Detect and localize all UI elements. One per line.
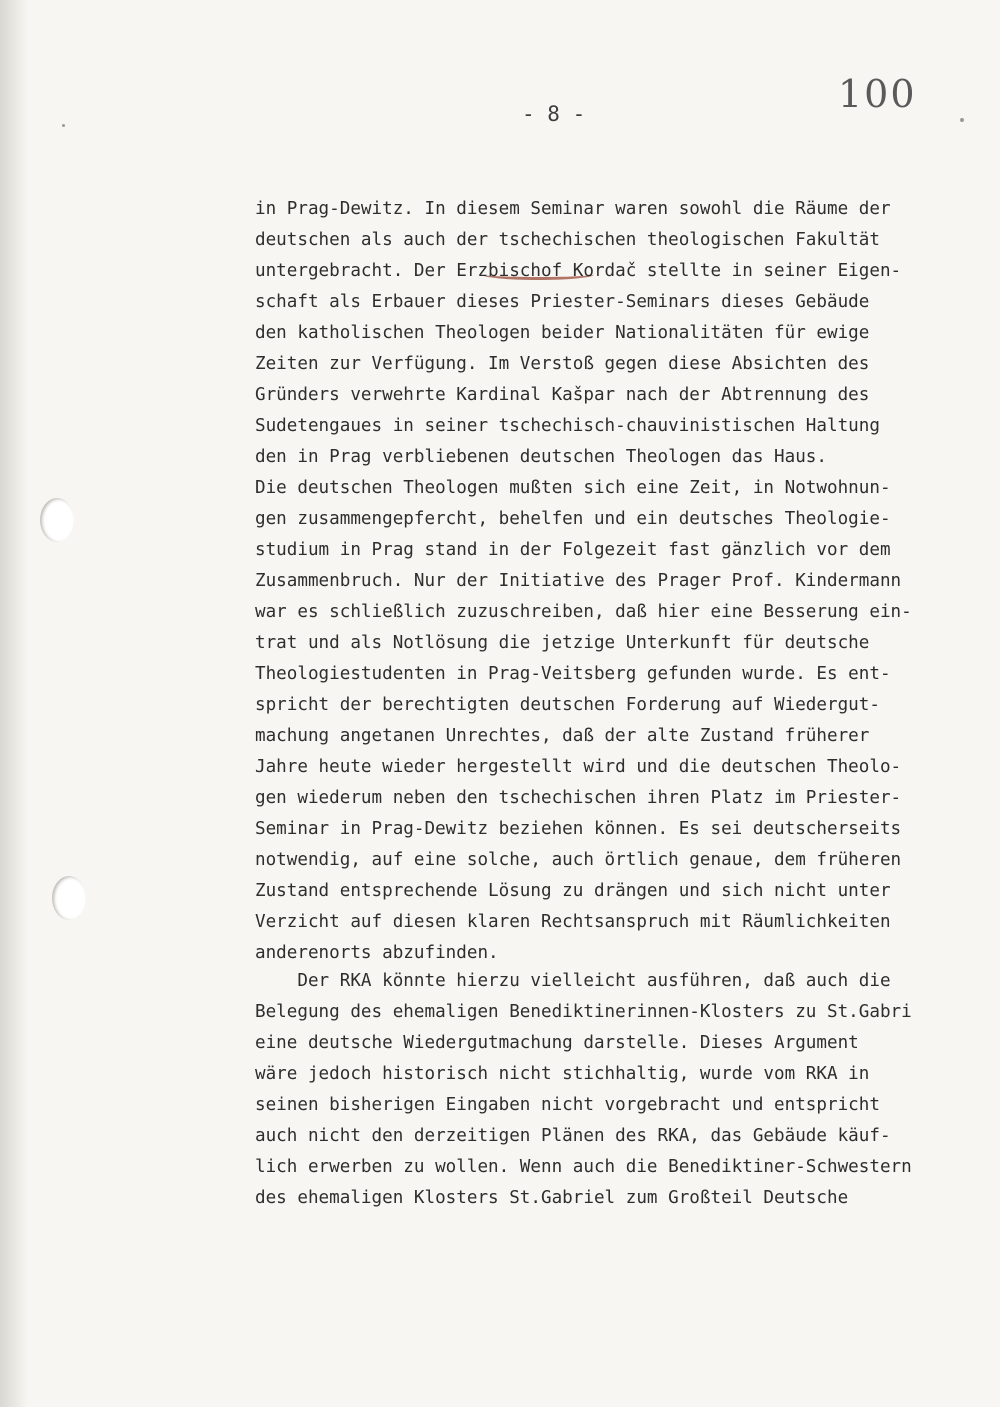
text-line: Seminar in Prag-Dewitz beziehen können. Es sei deutscherseits: [255, 819, 902, 839]
text-line: Verzicht auf diesen klaren Rechtsanspruch mit Räumlichkeiten: [255, 912, 891, 932]
text-line: seinen bisherigen Eingaben nicht vorgebracht und entspricht: [255, 1095, 880, 1115]
punch-hole: [40, 498, 74, 542]
text-line: Theologiestudenten in Prag-Veitsberg gefunden wurde. Es ent-: [255, 664, 891, 684]
text-line: machung angetanen Unrechtes, daß der alte Zustand früherer: [255, 726, 870, 746]
text-line: den in Prag verbliebenen deutschen Theologen das Haus.: [255, 447, 827, 467]
text-line: schaft als Erbauer dieses Priester-Seminars dieses Gebäude: [255, 292, 870, 312]
text-line: wäre jedoch historisch nicht stichhaltig, wurde vom RKA in: [255, 1064, 870, 1084]
text-line: notwendig, auf eine solche, auch örtlich genaue, dem früheren: [255, 850, 902, 870]
text-line: spricht der berechtigten deutschen Forderung auf Wiedergut-: [255, 695, 880, 715]
text-line: Sudetengaues in seiner tschechisch-chauvinistischen Haltung: [255, 416, 880, 436]
text-line: anderenorts abzufinden.: [255, 943, 499, 963]
page-edge-shadow: [0, 0, 28, 1407]
text-line: trat und als Notlösung die jetzige Unterkunft für deutsche: [255, 633, 870, 653]
paragraph-2: [255, 966, 995, 1214]
stamp-number: 100: [838, 72, 917, 116]
text-line: deutschen als auch der tschechischen theologischen Fakultät: [255, 230, 880, 250]
text-line: studium in Prag stand in der Folgezeit fast gänzlich vor dem: [255, 540, 891, 560]
text-line: Zeiten zur Verfügung. Im Verstoß gegen diese Absichten des: [255, 354, 870, 374]
paper-speck: [960, 118, 964, 122]
text-line: lich erwerben zu wollen. Wenn auch die Benediktiner-Schwestern: [255, 1157, 912, 1177]
text-line: Belegung des ehemaligen Benediktinerinnen-Klosters zu St.Gabri: [255, 1002, 912, 1022]
text-line: Gründers verwehrte Kardinal Kašpar nach der Abtrennung des: [255, 385, 870, 405]
paper-speck: [62, 124, 65, 127]
paragraph-1: [255, 194, 995, 969]
text-line: Die deutschen Theologen mußten sich eine Zeit, in Notwohnun-: [255, 478, 891, 498]
text-line: gen zusammengepfercht, behelfen und ein deutsches Theologie-: [255, 509, 891, 529]
text-line: Zustand entsprechende Lösung zu drängen und sich nicht unter: [255, 881, 891, 901]
text-line: gen wiederum neben den tschechischen ihren Platz im Priester-: [255, 788, 902, 808]
text-line: Jahre heute wieder hergestellt wird und die deutschen Theolo-: [255, 757, 902, 777]
text-line: in Prag-Dewitz. In diesem Seminar waren sowohl die Räume der: [255, 199, 891, 219]
text-line: des ehemaligen Klosters St.Gabriel zum Großteil Deutsche: [255, 1188, 849, 1208]
text-line: war es schließlich zuzuschreiben, daß hier eine Besserung ein-: [255, 602, 912, 622]
page-number: - 8 -: [522, 102, 586, 126]
text-line: den katholischen Theologen beider Nationalitäten für ewige: [255, 323, 870, 343]
text-line: Der RKA könnte hierzu vielleicht ausführen, daß auch die: [255, 971, 891, 991]
text-line: eine deutsche Wiedergutmachung darstelle. Dieses Argument: [255, 1033, 859, 1053]
text-line: auch nicht den derzeitigen Plänen des RKA, das Gebäude käuf-: [255, 1126, 891, 1146]
text-line: Zusammenbruch. Nur der Initiative des Prager Prof. Kindermann: [255, 571, 902, 591]
text-line: untergebracht. Der Erzbischof Kordač stellte in seiner Eigen-: [255, 261, 902, 281]
punch-hole: [52, 876, 86, 920]
